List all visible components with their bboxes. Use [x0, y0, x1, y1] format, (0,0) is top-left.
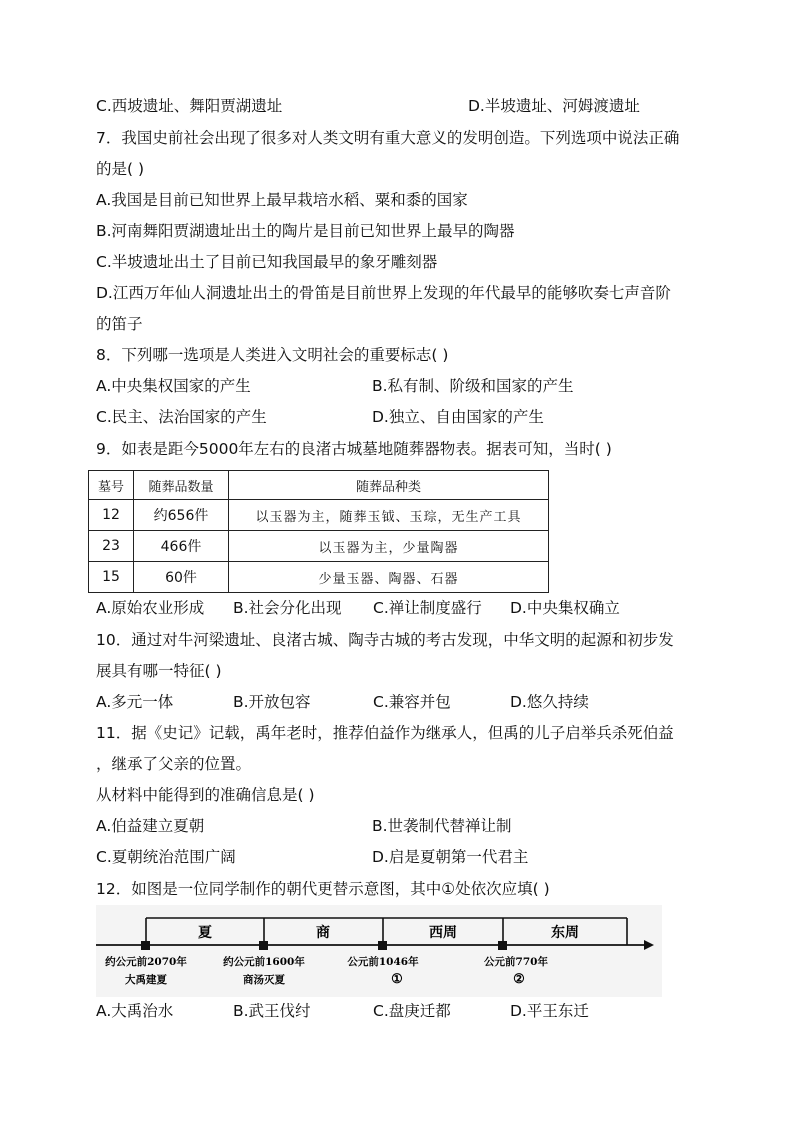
q10-stem-line2: 展具有哪一特征( ) — [96, 662, 222, 680]
table-row — [89, 531, 549, 562]
q12-option-c: C.盘庚迁都 — [373, 1002, 451, 1020]
q9-option-c: C.禅让制度盛行 — [373, 599, 482, 617]
timeline-tick — [498, 941, 507, 950]
table-header-kind: 随葬品种类 — [229, 471, 549, 500]
q6-options-row — [96, 96, 640, 116]
q9-burial-table — [88, 470, 549, 593]
q10-option-b: B.开放包容 — [233, 693, 311, 711]
q8-option-d: D.独立、自由国家的产生 — [372, 408, 544, 426]
q12-option-a: A.大禹治水 — [96, 1002, 174, 1020]
q10-option-a: A.多元一体 — [96, 693, 174, 711]
q11-option-d: D.启是夏朝第一代君主 — [372, 848, 529, 866]
table-row — [89, 562, 549, 593]
q7-stem-line2: 的是( ) — [96, 160, 145, 178]
dynasty-label-xia: 夏 — [198, 925, 212, 941]
dynasty-label-western-zhou: 西周 — [429, 925, 457, 941]
timeline-tick — [259, 941, 268, 950]
q11-stem-line3: 从材料中能得到的准确信息是( ) — [96, 786, 315, 804]
q9-option-a: A.原始农业形成 — [96, 599, 205, 617]
q6-option-c: C.西坡遗址、舞阳贾湖遗址 — [96, 97, 283, 115]
q10-stem-line1: 10．通过对牛河梁遗址、良渚古城、陶寺古城的考古发现，中华文明的起源和初步发 — [96, 631, 674, 649]
table-cell-quantity: 约656件 — [134, 500, 229, 531]
q7-option-d-line1: D.江西万年仙人洞遗址出土的骨笛是目前世界上发现的年代最早的能够吹奏七声音阶 — [96, 284, 671, 302]
q9-option-b: B.社会分化出现 — [233, 599, 342, 617]
q9-stem: 9．如表是距今5000年左右的良渚古城墓地随葬器物表。据表可知，当时( ) — [96, 440, 612, 458]
q7-option-b: B.河南舞阳贾湖遗址出土的陶片是目前已知世界上最早的陶器 — [96, 222, 515, 240]
q11-options-row1 — [96, 816, 512, 836]
q11-stem-line2: ，继承了父亲的位置。 — [96, 755, 252, 773]
q7-option-c: C.半坡遗址出土了目前已知我国最早的象牙雕刻器 — [96, 253, 438, 271]
table-cell-kind: 以玉器为主，随葬玉钺、玉琮，无生产工具 — [229, 500, 549, 531]
q7-stem-line1: 7．我国史前社会出现了很多对人类文明有重大意义的发明创造。下列选项中说法正确 — [96, 129, 680, 147]
timeline-date: 公元前1046年 — [347, 956, 419, 968]
table-cell-tomb-no: 15 — [89, 562, 134, 593]
table-cell-tomb-no: 12 — [89, 500, 134, 531]
table-header-tomb-no: 墓号 — [89, 471, 134, 500]
q8-option-b: B.私有制、阶级和国家的产生 — [372, 377, 574, 395]
q8-options-row1 — [96, 376, 574, 396]
dynasty-label-shang: 商 — [316, 925, 330, 941]
dynasty-label-eastern-zhou: 东周 — [551, 925, 579, 941]
q6-option-d: D.半坡遗址、河姆渡遗址 — [468, 97, 640, 115]
q7-option-d-line2: 的笛子 — [96, 315, 143, 333]
table-cell-tomb-no: 23 — [89, 531, 134, 562]
timeline-note: 商汤灭夏 — [243, 974, 285, 986]
q11-stem-line1: 11．据《史记》记载，禹年老时，推荐伯益作为继承人，但禹的儿子启举兵杀死伯益 — [96, 724, 674, 742]
q7-option-a: A.我国是目前已知世界上最早栽培水稻、粟和黍的国家 — [96, 191, 468, 209]
timeline-tick — [141, 941, 150, 950]
table-cell-kind: 以玉器为主，少量陶器 — [229, 531, 549, 562]
table-row — [89, 500, 549, 531]
table-header-quantity: 随葬品数量 — [134, 471, 229, 500]
timeline-tick — [378, 941, 387, 950]
table-cell-quantity: 60件 — [134, 562, 229, 593]
q9-option-d: D.中央集权确立 — [510, 599, 620, 617]
q11-option-a: A.伯益建立夏朝 — [96, 817, 205, 835]
timeline-note: ② — [513, 972, 525, 987]
q12-option-d: D.平王东迁 — [510, 1002, 589, 1020]
timeline-date: 约公元前2070年 — [105, 956, 187, 968]
q8-option-c: C.民主、法治国家的产生 — [96, 408, 267, 426]
q8-option-a: A.中央集权国家的产生 — [96, 377, 251, 395]
dynasty-timeline-figure — [96, 905, 662, 997]
timeline-date: 公元前770年 — [484, 956, 548, 968]
timeline-date: 约公元前1600年 — [223, 956, 305, 968]
q10-option-c: C.兼容并包 — [373, 693, 451, 711]
q11-option-b: B.世袭制代替禅让制 — [372, 817, 512, 835]
q10-option-d: D.悠久持续 — [510, 693, 589, 711]
timeline-note: 大禹建夏 — [125, 974, 167, 986]
table-header-row — [89, 471, 549, 500]
q8-stem: 8．下列哪一选项是人类进入文明社会的重要标志( ) — [96, 346, 449, 364]
timeline-note: ① — [391, 972, 403, 987]
q11-option-c: C.夏朝统治范围广阔 — [96, 848, 236, 866]
table-cell-quantity: 466件 — [134, 531, 229, 562]
q11-options-row2 — [96, 847, 529, 867]
q8-options-row2 — [96, 407, 544, 427]
q12-option-b: B.武王伐纣 — [233, 1002, 311, 1020]
table-cell-kind: 少量玉器、陶器、石器 — [229, 562, 549, 593]
q12-stem: 12．如图是一位同学制作的朝代更替示意图，其中①处依次应填( ) — [96, 880, 550, 898]
